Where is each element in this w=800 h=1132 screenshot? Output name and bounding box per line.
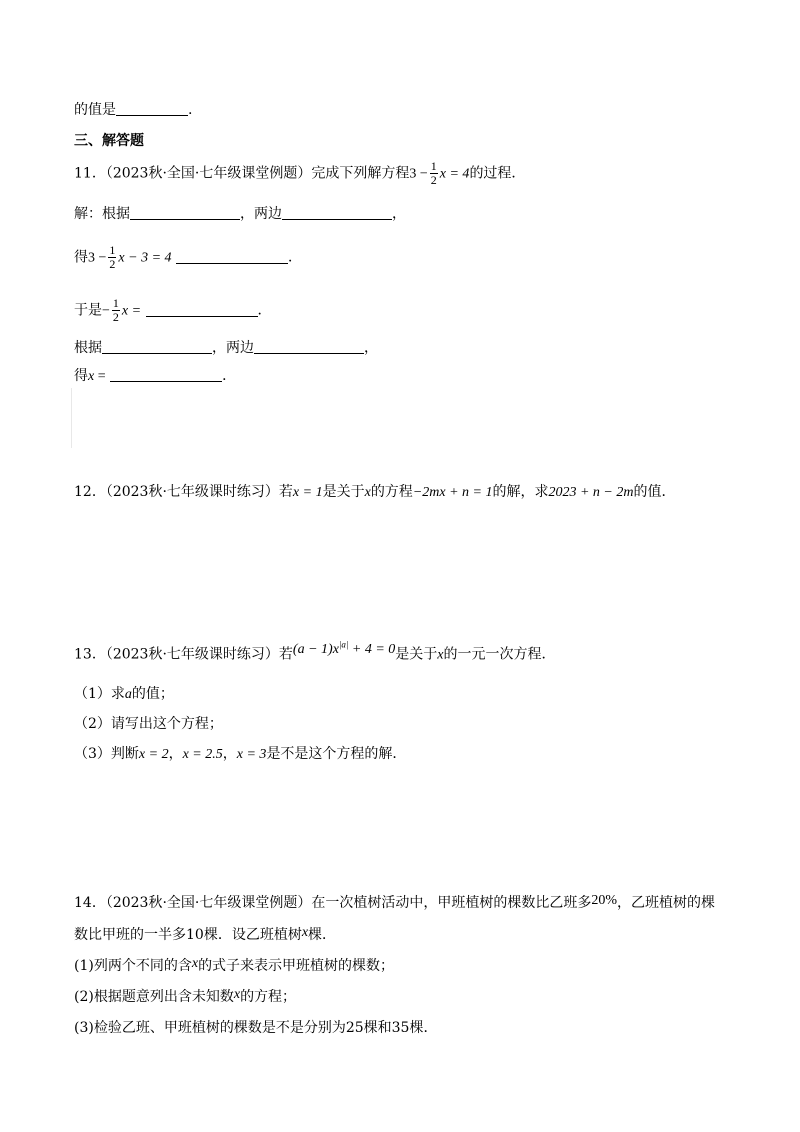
- answer-blank[interactable]: [176, 249, 288, 264]
- answer-blank[interactable]: [110, 367, 222, 382]
- part-text: ，: [168, 746, 183, 762]
- step-text: ，: [392, 206, 406, 222]
- equation-part: =: [94, 369, 106, 384]
- question-number: 12．: [74, 484, 106, 500]
- step-text: ．: [257, 302, 272, 319]
- variable: x: [88, 369, 95, 384]
- question-text: 的过程．: [469, 165, 526, 182]
- part-text: (2)根据题意列出含未知数: [74, 989, 234, 1005]
- answer-blank[interactable]: [282, 205, 392, 220]
- margin-rule: [71, 388, 72, 448]
- q13-part-3: [74, 744, 406, 765]
- q11-step-5: [74, 366, 236, 387]
- top-line: [74, 100, 192, 120]
- variable: x: [364, 485, 371, 500]
- question-14: [74, 893, 715, 914]
- question-text: 若: [278, 646, 293, 663]
- variable: x: [233, 987, 241, 1002]
- question-text: 完成下列解方程: [311, 165, 410, 182]
- equation-part: −2mx + n = 1: [412, 485, 493, 500]
- question-text: 棵．: [308, 927, 337, 943]
- step-text: 根据: [74, 340, 102, 356]
- step-text: ，: [364, 340, 378, 356]
- part-text: （1）求: [74, 686, 125, 702]
- q11-step-1: [74, 204, 406, 224]
- part-text: 的值；: [131, 686, 174, 702]
- equation: $(a - 1)x^{|a|} + 4 = 0$: [292, 639, 396, 657]
- question-source: （2023秋·全国·七年级课堂例题）: [105, 165, 312, 182]
- question-source: （2023秋·全国·七年级课堂例题）: [105, 895, 312, 911]
- equation-part: x = 2.5: [182, 747, 223, 762]
- part-text: （3）判断: [74, 746, 139, 762]
- step-text: ，两边: [212, 340, 254, 356]
- q14-part-2: [74, 987, 296, 1008]
- answer-blank[interactable]: [102, 339, 212, 354]
- equation-part: x = 1: [292, 485, 323, 500]
- answer-blank[interactable]: [116, 101, 188, 116]
- q14-part-1: [74, 956, 394, 977]
- question-text: 是关于: [322, 484, 365, 500]
- step-text: ．: [287, 249, 302, 266]
- answer-blank[interactable]: [130, 205, 240, 220]
- q13-part-2: （2）请写出这个方程；: [74, 716, 223, 732]
- question-11: [74, 160, 525, 187]
- question-text: 在一次植树活动中，甲班植树的棵数比乙班多: [311, 895, 592, 911]
- q11-step-2: [74, 244, 302, 271]
- part-text: 的式子来表示甲班植树的棵数；: [198, 958, 395, 974]
- equation-part: x = 4: [439, 166, 470, 182]
- top-end: .: [188, 102, 193, 118]
- question-text: 数比甲班的一半多10棵．设乙班植树: [74, 927, 302, 943]
- q11-step-3: [74, 297, 272, 324]
- equation-part: x = 2: [138, 747, 169, 762]
- question-text: 是关于: [395, 646, 438, 663]
- variable: a: [124, 687, 132, 702]
- equation-part: −: [102, 303, 110, 319]
- question-number: 11．: [74, 165, 106, 182]
- question-text: 的解，求: [492, 484, 549, 500]
- question-text: 若: [278, 484, 293, 500]
- answer-blank[interactable]: [146, 302, 258, 317]
- part-text: 是不是这个方程的解．: [266, 746, 407, 762]
- q14-part-3: (3)检验乙班、甲班植树的棵数是不是分别为25棵和35棵．: [74, 1020, 438, 1036]
- q13-part-1: [74, 684, 174, 705]
- question-number: 14．: [74, 895, 106, 911]
- variable: x: [191, 956, 199, 971]
- question-text: 的方程: [370, 484, 413, 500]
- part-text: ，: [222, 746, 237, 762]
- step-text: 于是: [74, 302, 102, 319]
- equation-part: x = 3: [236, 747, 267, 762]
- fraction: $\frac{1}{2}$: [112, 296, 119, 324]
- equation-part: x =: [121, 303, 142, 319]
- equation-part: 3 −: [88, 250, 107, 266]
- top-text: 的值是: [74, 102, 116, 118]
- question-source: （2023秋·七年级课时练习）: [105, 646, 279, 663]
- question-source: （2023秋·七年级课时练习）: [105, 484, 279, 500]
- step-text: 得: [74, 249, 88, 266]
- question-13: [74, 640, 556, 666]
- step-text: ，两边: [240, 206, 282, 222]
- q11-step-4: [74, 338, 378, 358]
- equation-part: 3 −: [409, 166, 428, 182]
- variable: x: [437, 647, 444, 663]
- fraction: $\frac{1}{2}$: [109, 243, 116, 271]
- part-text: 的方程；: [240, 989, 297, 1005]
- question-12: [74, 482, 676, 503]
- fraction: $\frac{1}{2}$: [430, 159, 437, 187]
- section-heading: 三、解答题: [74, 133, 144, 149]
- answer-blank[interactable]: [254, 339, 364, 354]
- step-text: 解：根据: [74, 206, 130, 222]
- equation-part: x − 3 = 4: [118, 250, 172, 266]
- variable: x: [301, 925, 309, 940]
- question-text: 的一元一次方程．: [443, 646, 556, 663]
- equation-part: 2023 + n − 2m: [548, 485, 634, 500]
- step-text: 得: [74, 368, 88, 384]
- step-text: ．: [222, 368, 237, 384]
- question-text: ，乙班植树的棵: [617, 895, 716, 911]
- question-text: 的值．: [633, 484, 676, 500]
- question-14-line-2: [74, 925, 336, 946]
- part-text: (1)列两个不同的含: [74, 958, 192, 974]
- question-number: 13．: [74, 646, 106, 663]
- percent-value: 20%: [591, 893, 618, 908]
